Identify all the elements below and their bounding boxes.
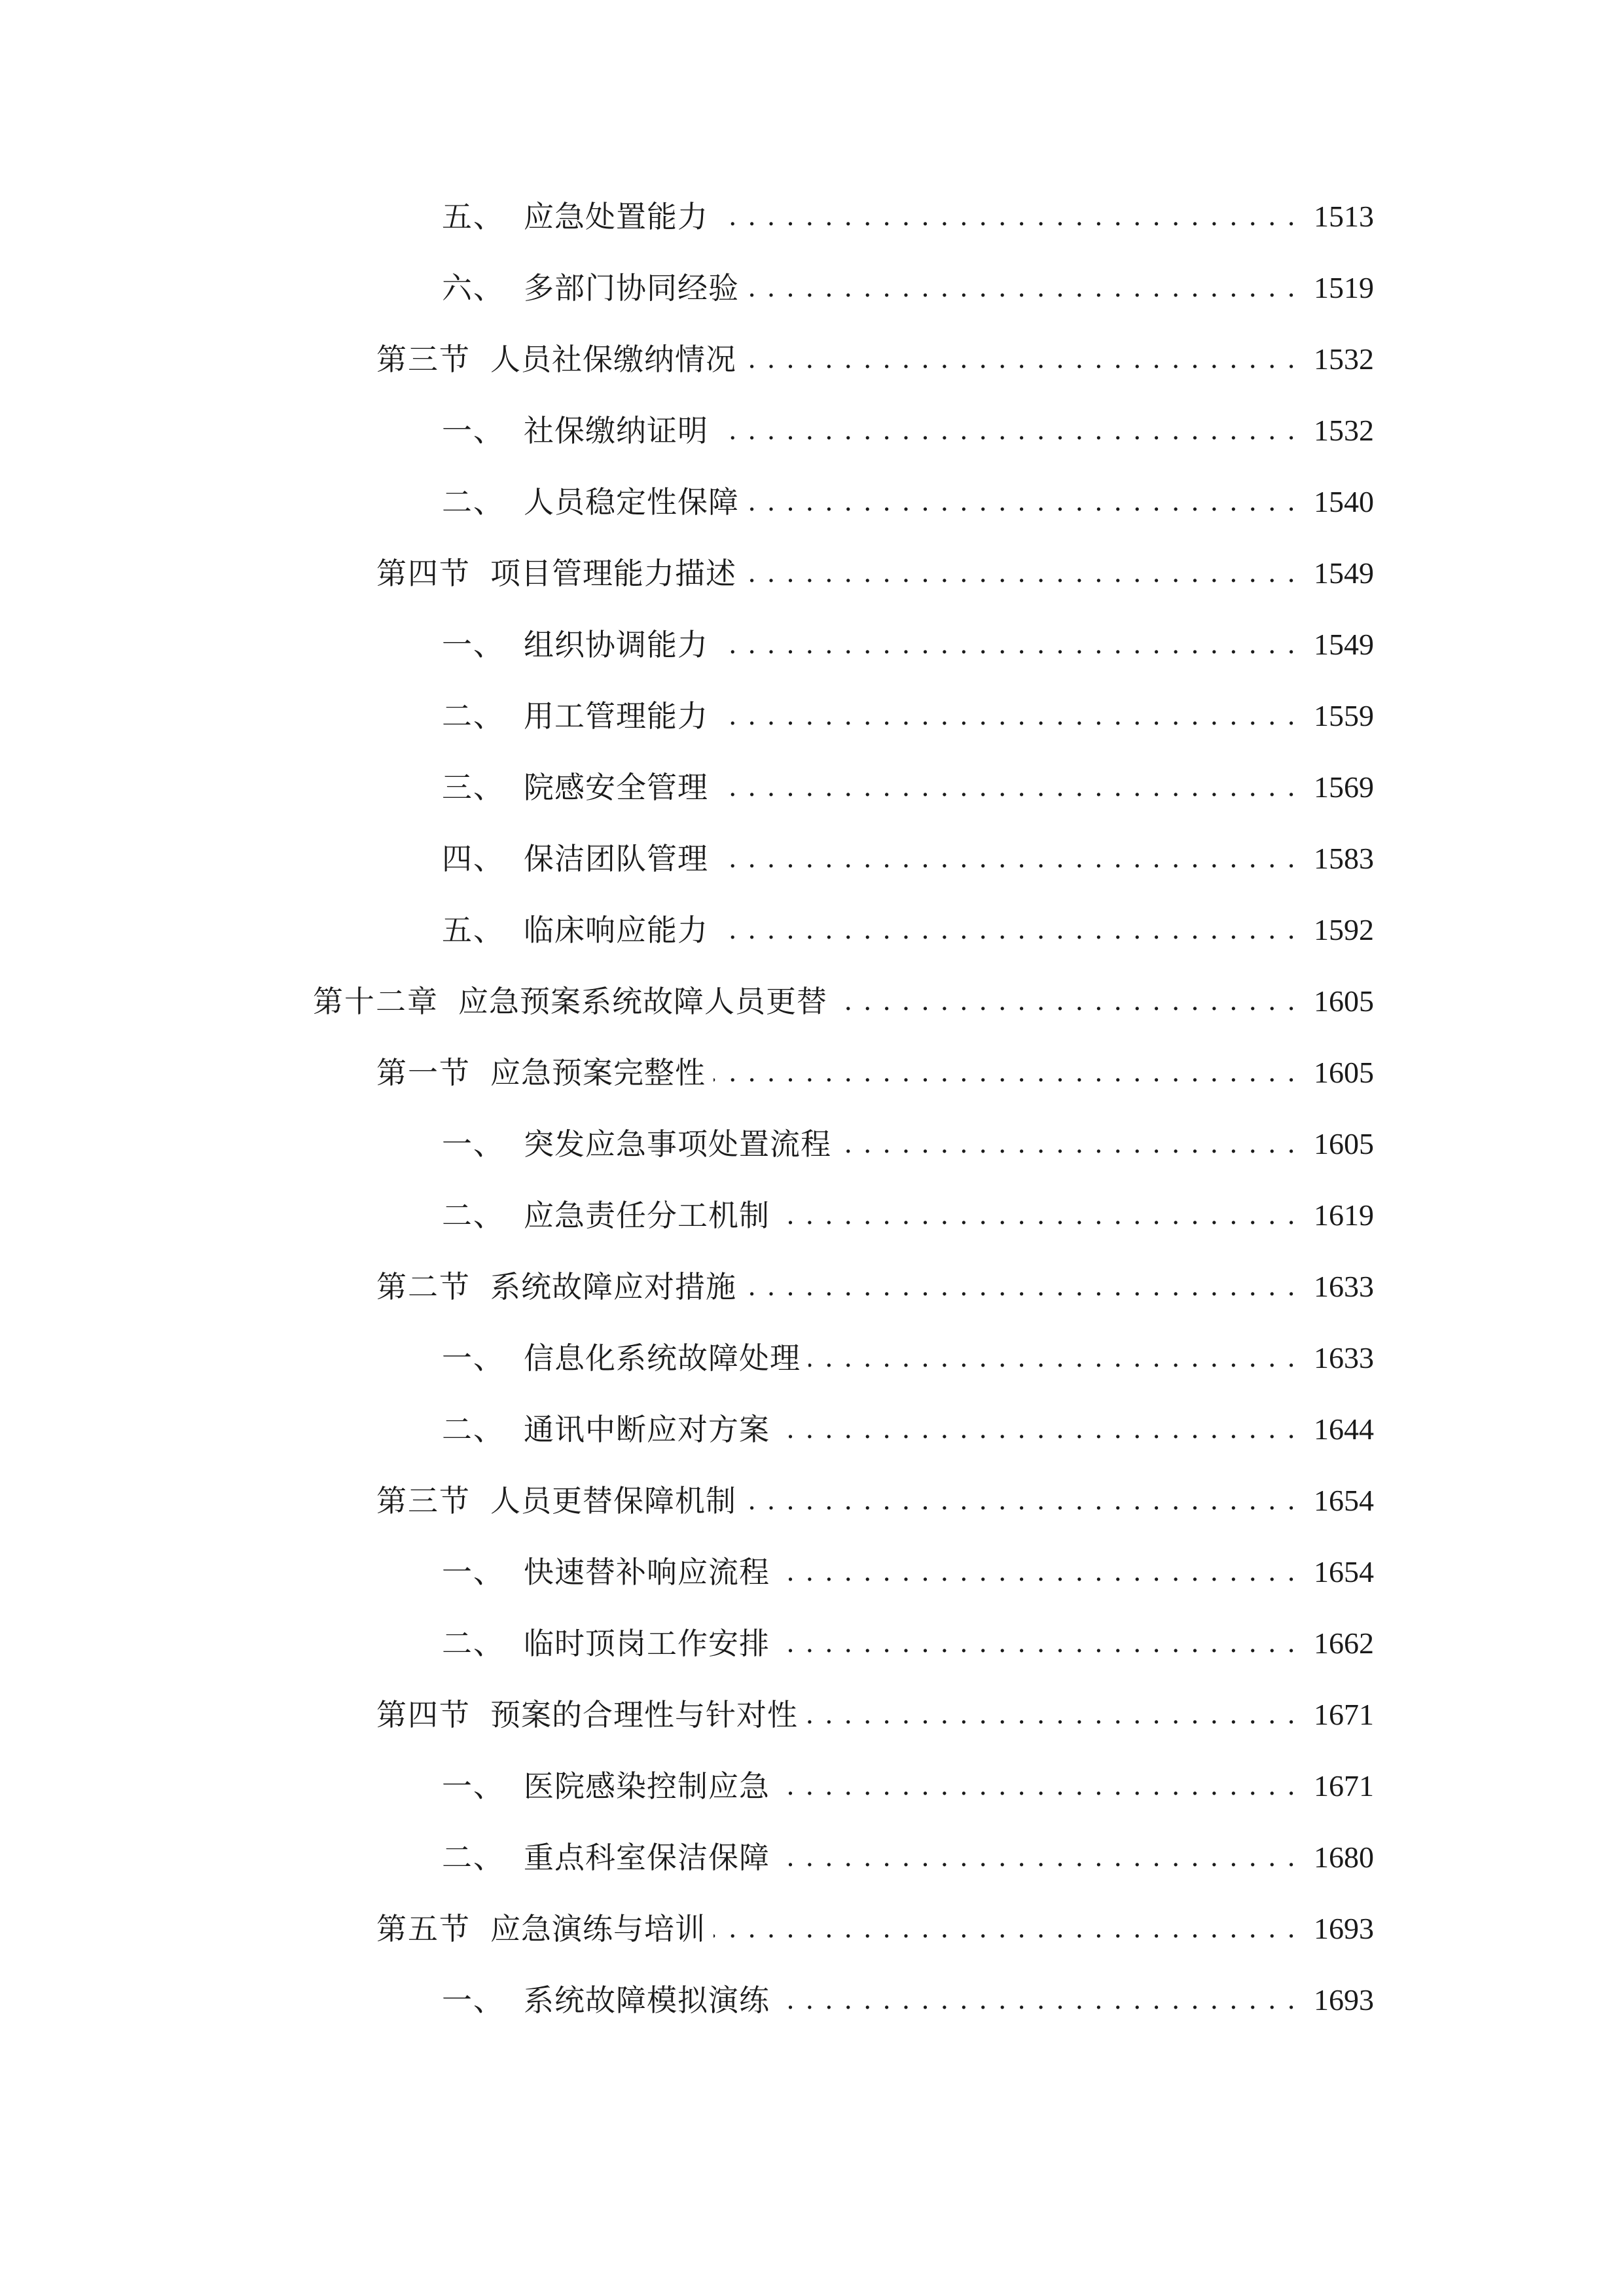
toc-leader-dots	[778, 1763, 1297, 1809]
toc-entry-title: 快速替补响应流程	[524, 1554, 770, 1590]
toc-entry-page: 1559	[1314, 699, 1374, 732]
toc-entry-marker: 一、	[442, 1982, 505, 2018]
toc-entry-title: 医院感染控制应急	[524, 1768, 770, 1804]
toc-leader-dots	[806, 1692, 1297, 1738]
toc-entry-marker: 三、	[442, 770, 505, 805]
toc-entry-page: 1583	[1314, 842, 1374, 875]
toc-leader-dots	[747, 479, 1297, 525]
toc-entry[interactable]	[376, 1692, 1374, 1738]
toc-leader-dots	[778, 1407, 1297, 1452]
toc-entry-title: 用工管理能力	[524, 698, 708, 734]
toc-entry-marker: 第三节	[376, 1483, 471, 1518]
toc-entry-marker: 二、	[442, 698, 505, 734]
toc-entry-title: 突发应急事项处置流程	[524, 1126, 831, 1162]
toc-leader-dots	[744, 1264, 1297, 1310]
toc-entry[interactable]	[442, 1549, 1374, 1595]
toc-leader-dots	[839, 1121, 1297, 1167]
toc-entry-marker: 第十二章	[313, 984, 439, 1019]
toc-leader-dots	[744, 550, 1297, 596]
toc-entry-title: 应急预案系统故障人员更替	[458, 984, 827, 1019]
toc-entry-page: 1519	[1314, 271, 1374, 304]
toc-entry-page: 1671	[1314, 1769, 1374, 1803]
toc-entry-page: 1605	[1314, 1127, 1374, 1160]
toc-entry-title: 组织协调能力	[524, 627, 708, 662]
toc-leader-dots	[778, 1193, 1297, 1238]
toc-entry[interactable]	[442, 194, 1374, 240]
toc-entry-page: 1633	[1314, 1341, 1374, 1374]
toc-entry-page: 1605	[1314, 984, 1374, 1018]
toc-entry-title: 保洁团队管理	[524, 841, 708, 876]
toc-entry-title: 应急预案完整性	[490, 1055, 706, 1090]
toc-entry-title: 系统故障应对措施	[490, 1269, 736, 1304]
toc-entry[interactable]	[442, 693, 1374, 739]
toc-leader-dots	[744, 336, 1297, 382]
toc-entry-marker: 第一节	[376, 1055, 471, 1090]
toc-entry-title: 应急责任分工机制	[524, 1198, 770, 1233]
toc-entry-marker: 四、	[442, 841, 505, 876]
toc-leader-dots	[713, 1050, 1297, 1096]
toc-entry-marker: 二、	[442, 1840, 505, 1875]
toc-entry[interactable]	[313, 978, 1374, 1024]
toc-entry-marker: 第四节	[376, 556, 471, 591]
toc-entry[interactable]	[442, 1193, 1374, 1238]
toc-entry-page: 1654	[1314, 1484, 1374, 1517]
toc-leader-dots	[808, 1335, 1297, 1381]
toc-entry-marker: 一、	[442, 627, 505, 662]
toc-entry-page: 1549	[1314, 628, 1374, 661]
toc-entry[interactable]	[442, 764, 1374, 810]
toc-entry-title: 应急演练与培训	[490, 1911, 706, 1946]
toc-leader-dots	[716, 907, 1297, 953]
toc-entry-page: 1693	[1314, 1983, 1374, 2017]
toc-entry[interactable]	[376, 1264, 1374, 1310]
toc-leader-dots	[716, 408, 1297, 454]
toc-entry[interactable]	[442, 622, 1374, 668]
toc-entry[interactable]	[442, 836, 1374, 882]
toc-entry-page: 1549	[1314, 556, 1374, 590]
toc-entry-page: 1540	[1314, 485, 1374, 518]
toc-entry[interactable]	[442, 1335, 1374, 1381]
toc-entry-title: 预案的合理性与针对性	[490, 1697, 798, 1732]
toc-entry-title: 重点科室保洁保障	[524, 1840, 770, 1875]
toc-entry-page: 1644	[1314, 1412, 1374, 1446]
toc-entry-title: 人员社保缴纳情况	[490, 342, 736, 377]
toc-leader-dots	[747, 265, 1297, 311]
toc-entry-marker: 二、	[442, 1626, 505, 1661]
toc-entry-title: 通讯中断应对方案	[524, 1412, 770, 1447]
toc-leader-dots	[778, 1621, 1297, 1666]
toc-entry-page: 1662	[1314, 1626, 1374, 1660]
toc-entry-marker: 一、	[442, 1126, 505, 1162]
toc-entry-page: 1532	[1314, 414, 1374, 447]
toc-entry-marker: 第五节	[376, 1911, 471, 1946]
toc-entry-title: 临床响应能力	[524, 912, 708, 948]
toc-leader-dots	[778, 1977, 1297, 2023]
toc-entry-title: 系统故障模拟演练	[524, 1982, 770, 2018]
toc-entry-marker: 二、	[442, 484, 505, 520]
toc-entry-marker: 五、	[442, 199, 505, 234]
toc-entry[interactable]	[442, 1407, 1374, 1452]
toc-entry-page: 1693	[1314, 1912, 1374, 1945]
toc-entry[interactable]	[442, 479, 1374, 525]
toc-entry-title: 信息化系统故障处理	[524, 1340, 801, 1376]
toc-entry-page: 1592	[1314, 913, 1374, 946]
toc-entry-title: 人员稳定性保障	[524, 484, 739, 520]
toc-entry-page: 1569	[1314, 770, 1374, 804]
toc-entry-marker: 六、	[442, 270, 505, 306]
toc-entry[interactable]	[442, 408, 1374, 454]
toc-entry-title: 项目管理能力描述	[490, 556, 736, 591]
toc-entry-marker: 一、	[442, 1768, 505, 1804]
toc-entry-page: 1532	[1314, 342, 1374, 376]
toc-leader-dots	[716, 764, 1297, 810]
toc-leader-dots	[716, 836, 1297, 882]
toc-entry[interactable]	[442, 1977, 1374, 2023]
toc-entry-title: 人员更替保障机制	[490, 1483, 736, 1518]
toc-entry-title: 应急处置能力	[524, 199, 708, 234]
toc-leader-dots	[716, 194, 1297, 240]
toc-entry[interactable]	[376, 1906, 1374, 1952]
toc-entry[interactable]	[442, 1763, 1374, 1809]
toc-leader-dots	[716, 693, 1297, 739]
toc-entry[interactable]	[442, 265, 1374, 311]
toc-entry-title: 临时顶岗工作安排	[524, 1626, 770, 1661]
toc-entry-marker: 一、	[442, 413, 505, 448]
toc-entry[interactable]	[376, 1050, 1374, 1096]
toc-entry-marker: 第二节	[376, 1269, 471, 1304]
toc-entry-page: 1680	[1314, 1840, 1374, 1874]
toc-entry-marker: 一、	[442, 1340, 505, 1376]
toc-entry-page: 1633	[1314, 1270, 1374, 1303]
toc-entry-marker: 二、	[442, 1198, 505, 1233]
toc-leader-dots	[716, 622, 1297, 668]
toc-entry-page: 1654	[1314, 1555, 1374, 1588]
toc-leader-dots	[778, 1835, 1297, 1880]
toc-leader-dots	[713, 1906, 1297, 1952]
toc-leader-dots	[778, 1549, 1297, 1595]
toc-leader-dots	[744, 1478, 1297, 1524]
toc-entry-marker: 一、	[442, 1554, 505, 1590]
toc-entry[interactable]	[376, 1478, 1374, 1524]
toc-entry-page: 1605	[1314, 1056, 1374, 1089]
toc-entry-title: 院感安全管理	[524, 770, 708, 805]
toc-entry[interactable]	[442, 1121, 1374, 1167]
toc-entry-title: 社保缴纳证明	[524, 413, 708, 448]
toc-entry-page: 1513	[1314, 200, 1374, 233]
toc-entry-marker: 第四节	[376, 1697, 471, 1732]
toc-entry[interactable]	[376, 550, 1374, 596]
toc-entry[interactable]	[376, 336, 1374, 382]
toc-entry[interactable]	[442, 1835, 1374, 1880]
toc-entry-title: 多部门协同经验	[524, 270, 739, 306]
toc-entry-marker: 二、	[442, 1412, 505, 1447]
toc-entry[interactable]	[442, 907, 1374, 953]
toc-entry[interactable]	[442, 1621, 1374, 1666]
toc-entry-page: 1619	[1314, 1198, 1374, 1232]
toc-entry-marker: 第三节	[376, 342, 471, 377]
toc-entry-page: 1671	[1314, 1698, 1374, 1731]
toc-leader-dots	[835, 978, 1297, 1024]
toc-entry-marker: 五、	[442, 912, 505, 948]
